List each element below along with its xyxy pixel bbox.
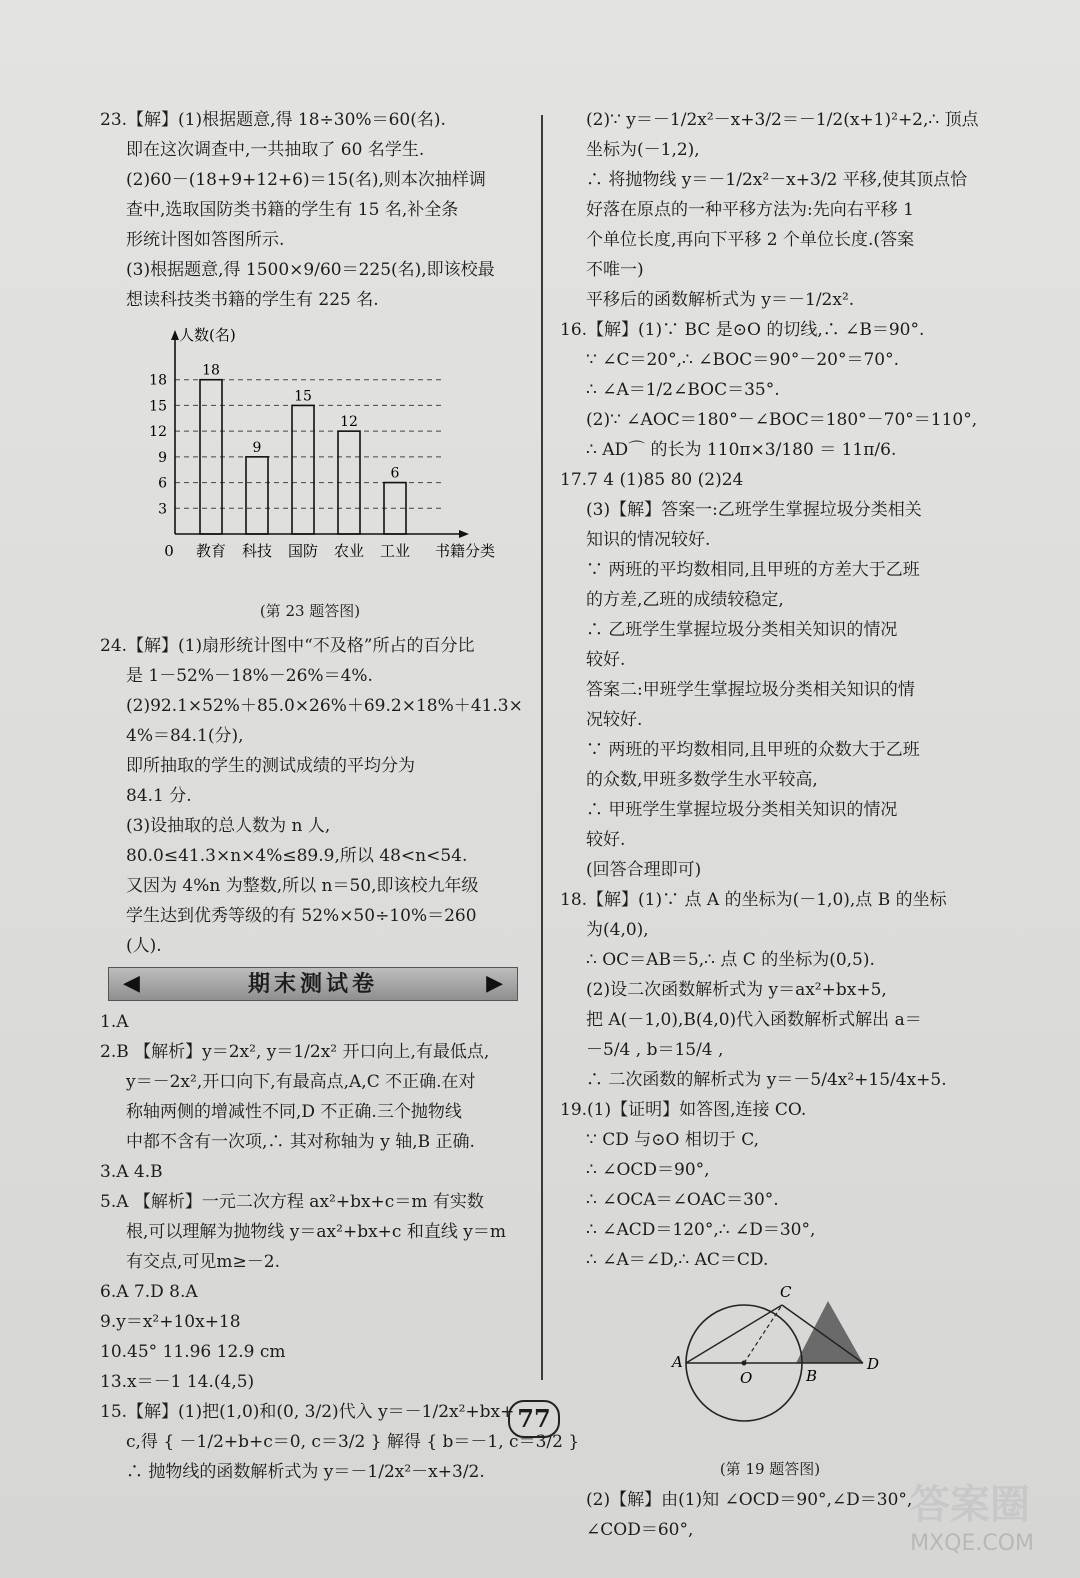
q15b-line: 个单位长度,再向下平移 2 个单位长度.(答案 [586, 230, 915, 250]
q24-line: (3)设抽取的总人数为 n 人, [126, 816, 331, 836]
q18-line: ∴ OC＝AB＝5,∴ 点 C 的坐标为(0,5). [586, 950, 875, 970]
q24-line: 即所抽取的学生的测试成绩的平均分为 [126, 756, 415, 776]
q17-line: ∴ 乙班学生掌握垃圾分类相关知识的情况 [586, 620, 898, 640]
arrow-left-icon: ◀ [123, 971, 140, 996]
q17-line: 较好. [586, 650, 626, 670]
q18-line: 18.【解】(1)∵ 点 A 的坐标为(－1,0),点 B 的坐标 [560, 890, 947, 910]
q23-line: 23.【解】(1)根据题意,得 18÷30%＝60(名). [100, 110, 446, 130]
q24-line: 又因为 4%n 为整数,所以 n＝50,即该校九年级 [126, 876, 479, 896]
q17-line: (3)【解】答案一:乙班学生掌握垃圾分类相关 [586, 500, 922, 520]
label-c: C [780, 1283, 792, 1301]
x-axis-arrow-icon [459, 530, 469, 538]
bar-chart-23 [100, 319, 520, 599]
q24-line: 80.0≤41.3×n×4%≤89.9,所以 48<n<54. [126, 846, 468, 866]
q17-line: 况较好. [586, 710, 643, 730]
y-tick-label: 9 [158, 449, 167, 466]
q24-line: (人). [126, 936, 162, 956]
question-16 [560, 315, 980, 465]
q17-line: ∴ 甲班学生掌握垃圾分类相关知识的情况 [586, 800, 898, 820]
category-label: 教育 [195, 542, 227, 560]
q19-line: ∴ ∠A＝∠D,∴ AC＝CD. [586, 1250, 769, 1270]
x-axis-label: 书籍分类 [435, 542, 496, 560]
answers-line: 6.A 7.D 8.A [100, 1282, 198, 1302]
question-17 [560, 465, 980, 885]
label-o: O [740, 1369, 753, 1387]
label-a: A [672, 1353, 683, 1371]
right-column [560, 105, 980, 1545]
q19b-line: ∠COD＝60°, [586, 1520, 694, 1540]
answers-line: 9.y＝x²+10x+18 [100, 1312, 241, 1332]
y-axis-arrow-icon [171, 330, 179, 340]
q19-line: ∴ ∠OCD＝90°, [586, 1160, 710, 1180]
q23-line: 形统计图如答图所示. [126, 230, 285, 250]
q17-line: (回答合理即可) [586, 860, 702, 880]
figure-19-caption: (第 19 题答图) [719, 1460, 821, 1478]
q15b-line: 好落在原点的一种平移方法为:先向右平移 1 [586, 200, 914, 220]
bar-chart-svg [100, 319, 520, 569]
y-tick-label: 6 [158, 475, 167, 492]
watermark-url: MXQE.COM [910, 1531, 1034, 1556]
q17-line: 知识的情况较好. [586, 530, 711, 550]
q18-line: ∴ 二次函数的解析式为 y＝－5/4x²+15/4x+5. [586, 1070, 947, 1090]
answers-line: 2.B 【解析】y＝2x², y＝1/2x² 开口向上,有最低点, [100, 1042, 490, 1062]
q17-line: 较好. [586, 830, 626, 850]
q24-line: (2)92.1×52%＋85.0×26%＋69.2×18%＋41.3× [126, 696, 523, 716]
q15b-line: 平移后的函数解析式为 y＝－1/2x². [586, 290, 855, 310]
question-19 [560, 1095, 980, 1275]
watermark-logo: 答案圈 [910, 1482, 1030, 1528]
question-15-part2 [560, 105, 980, 315]
q23-line: 即在这次调查中,一共抽取了 60 名学生. [126, 140, 425, 160]
page-number: 77 [508, 1400, 560, 1438]
circle-tangent-diagram [560, 1275, 980, 1455]
center-point [742, 1361, 747, 1366]
answers-line: 15.【解】(1)把(1,0)和(0, 3/2)代入 y＝－1/2x²+bx+ [100, 1402, 515, 1422]
question-23 [100, 105, 520, 315]
y-tick-label: 12 [149, 424, 167, 441]
q18-line: －5/4 , b＝15/4 , [586, 1040, 724, 1060]
shaded-region [796, 1301, 863, 1363]
line-ac [686, 1305, 782, 1363]
answers-line: ∴ 抛物线的函数解析式为 y＝－1/2x²－x+3/2. [126, 1462, 485, 1482]
question-24 [100, 631, 523, 961]
label-d: D [867, 1355, 880, 1373]
q24-line: 4%＝84.1(分), [126, 726, 244, 746]
category-label: 科技 [241, 542, 273, 560]
answers-line: 13.x＝－1 14.(4,5) [100, 1372, 255, 1392]
bar-value-label: 9 [252, 439, 262, 456]
answers-line: c,得 { －1/2+b+c＝0, c＝3/2 } 解得 { b＝－1, c＝3/2 } [126, 1432, 580, 1452]
answers-line: 称轴两侧的增减性不同,D 不正确.三个抛物线 [126, 1102, 462, 1122]
bar-value-label: 6 [390, 465, 400, 482]
question-18 [560, 885, 980, 1095]
category-label: 农业 [333, 542, 365, 560]
answers-line: 10.45° 11.96 12.9 cm [100, 1342, 286, 1362]
chart-caption: (第 23 题答图) [259, 602, 361, 620]
q15b-line: ∴ 将抛物线 y＝－1/2x²－x+3/2 平移,使其顶点恰 [586, 170, 968, 190]
q16-line: ∴ ∠A＝1/2∠BOC＝35°. [586, 380, 780, 400]
q17-line: ∵ 两班的平均数相同,且甲班的方差大于乙班 [586, 560, 920, 580]
category-label: 国防 [287, 542, 319, 560]
answers-line: 中都不含有一次项,∴ 其对称轴为 y 轴,B 正确. [126, 1132, 475, 1152]
label-b: B [806, 1367, 818, 1385]
q15b-line: 坐标为(－1,2), [586, 140, 700, 160]
answers-line: 根,可以理解为抛物线 y＝ax²+bx+c 和直线 y＝m [126, 1222, 506, 1242]
bar-value-label: 15 [294, 388, 312, 405]
answers-line: 3.A 4.B [100, 1162, 163, 1182]
q24-line: 学生达到优秀等级的有 52%×50÷10%＝260 [126, 906, 477, 926]
q16-line: ∵ ∠C＝20°,∴ ∠BOC＝90°－20°＝70°. [586, 350, 900, 370]
y-axis-label: 人数(名) [179, 326, 236, 344]
answers-line: 1.A [100, 1012, 129, 1032]
q17-line: ∵ 两班的平均数相同,且甲班的众数大于乙班 [586, 740, 920, 760]
q15b-line: 不唯一) [586, 260, 644, 280]
y-tick-label: 18 [149, 372, 167, 389]
bar [246, 457, 268, 534]
category-label: 工业 [379, 542, 411, 560]
q19-line: ∴ ∠ACD＝120°,∴ ∠D＝30°, [586, 1220, 816, 1240]
bar [292, 405, 314, 534]
column-divider [541, 115, 543, 1380]
figure-19 [560, 1275, 980, 1485]
y-tick-label: 15 [149, 398, 167, 415]
answers-line: y＝－2x²,开口向下,有最高点,A,C 不正确.在对 [126, 1072, 476, 1092]
q23-line: 想读科技类书籍的学生有 225 名. [126, 290, 379, 310]
q17-line: 答案二:甲班学生掌握垃圾分类相关知识的情 [586, 680, 915, 700]
q18-line: 为(4,0), [586, 920, 649, 940]
q19-line: ∴ ∠OCA＝∠OAC＝30°. [586, 1190, 779, 1210]
q16-line: (2)∵ ∠AOC＝180°－∠BOC＝180°－70°＝110°, [586, 410, 978, 430]
line-oc [744, 1305, 782, 1363]
q16-line: 16.【解】(1)∵ BC 是⊙O 的切线,∴ ∠B＝90°. [560, 320, 925, 340]
answers-line: 有交点,可见m≥－2. [126, 1252, 280, 1272]
q23-line: 查中,选取国防类书籍的学生有 15 名,补全条 [126, 200, 459, 220]
bar-value-label: 12 [340, 414, 358, 431]
section-banner [108, 967, 518, 1001]
watermark [860, 1482, 1060, 1566]
q18-line: (2)设二次函数解析式为 y＝ax²+bx+5, [586, 980, 887, 1000]
answers-line: 5.A 【解析】一元二次方程 ax²+bx+c＝m 有实数 [100, 1192, 484, 1212]
q16-line: ∴ AD⌒ 的长为 110π×3/180 ＝ 11π/6. [586, 440, 897, 460]
q17-line: 的众数,甲班多数学生水平较高, [586, 770, 818, 790]
arrow-right-icon: ▶ [486, 971, 503, 996]
q24-line: 84.1 分. [126, 786, 192, 806]
section-title: 期末测试卷 [247, 971, 378, 997]
origin-label: 0 [164, 542, 174, 560]
q19b-line: (2)【解】由(1)知 ∠OCD＝90°,∠D＝30°, [586, 1490, 913, 1510]
q23-line: (2)60－(18+9+12+6)＝15(名),则本次抽样调 [126, 170, 486, 190]
q24-line: 是 1－52%－18%－26%＝4%. [126, 666, 373, 686]
bar-value-label: 18 [202, 362, 220, 379]
q19-line: ∵ CD 与⊙O 相切于 C, [586, 1130, 760, 1150]
q19-line: 19.(1)【证明】如答图,连接 CO. [560, 1100, 807, 1120]
q17-line: 的方差,乙班的成绩较稳定, [586, 590, 784, 610]
q18-line: 把 A(－1,0),B(4,0)代入函数解析式解出 a＝ [586, 1010, 922, 1030]
q23-line: (3)根据题意,得 1500×9/60＝225(名),即该校最 [126, 260, 495, 280]
q17-line: 17.7 4 (1)85 80 (2)24 [560, 470, 744, 490]
y-tick-label: 3 [158, 501, 167, 518]
q24-line: 24.【解】(1)扇形统计图中“不及格”所占的百分比 [100, 636, 475, 656]
q15b-line: (2)∵ y＝－1/2x²－x+3/2＝－1/2(x+1)²+2,∴ 顶点 [586, 110, 979, 130]
